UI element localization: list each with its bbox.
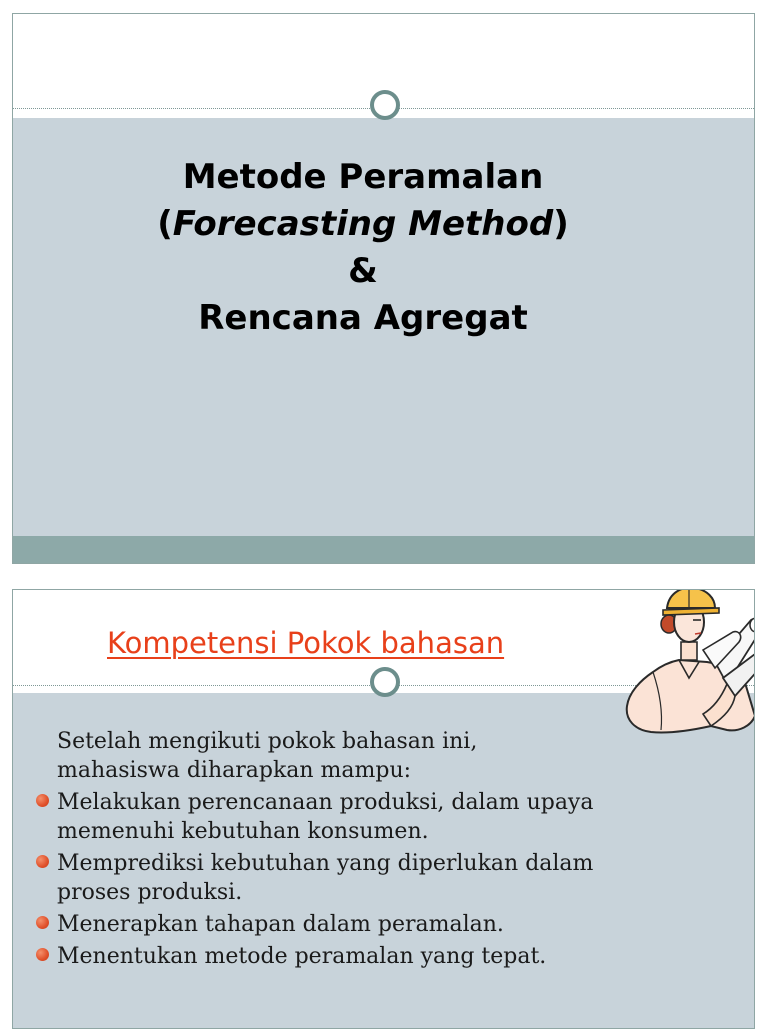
- list-item-text: Menentukan metode peramalan yang tepat.: [57, 944, 547, 969]
- competency-slide: [12, 589, 755, 1029]
- list-item-text: Memprediksi kebutuhan yang diperlukan dalam proses produksi.: [57, 851, 594, 905]
- ring-ornament-icon: [370, 90, 400, 120]
- slide-title: [13, 154, 713, 342]
- bullet-dot-icon: [36, 855, 49, 868]
- list-item: [35, 942, 595, 971]
- title-italic-term: Forecasting Method: [172, 204, 554, 244]
- ring-ornament-icon: [370, 667, 400, 697]
- title-line-1: Metode Peramalan: [182, 157, 544, 197]
- title-line-2: [13, 201, 713, 248]
- footer-band: [13, 536, 754, 563]
- list-item-text: Melakukan perencanaan produksi, dalam upaya memenuhi kebutuhan konsumen.: [57, 790, 594, 844]
- competency-content: [35, 727, 595, 974]
- bullet-dot-icon: [36, 916, 49, 929]
- bullet-dot-icon: [36, 794, 49, 807]
- list-item-text: Menerapkan tahapan dalam peramalan.: [57, 912, 504, 937]
- title-paren-open: (: [157, 204, 173, 244]
- intro-text: Setelah mengikuti pokok bahasan ini, mahasiswa diharapkan mampu:: [57, 729, 478, 783]
- engineer-with-blueprints-icon: [623, 589, 755, 750]
- title-line-3: &: [348, 251, 378, 291]
- title-line-4: Rencana Agregat: [198, 298, 528, 338]
- title-paren-close: ): [553, 204, 569, 244]
- list-item: [35, 910, 595, 939]
- competency-list: [35, 788, 595, 971]
- list-item: [35, 849, 595, 907]
- bullet-dot-icon: [36, 948, 49, 961]
- title-slide: [12, 13, 755, 564]
- slide-heading: Kompetensi Pokok bahasan: [107, 626, 505, 660]
- list-item: [35, 788, 595, 846]
